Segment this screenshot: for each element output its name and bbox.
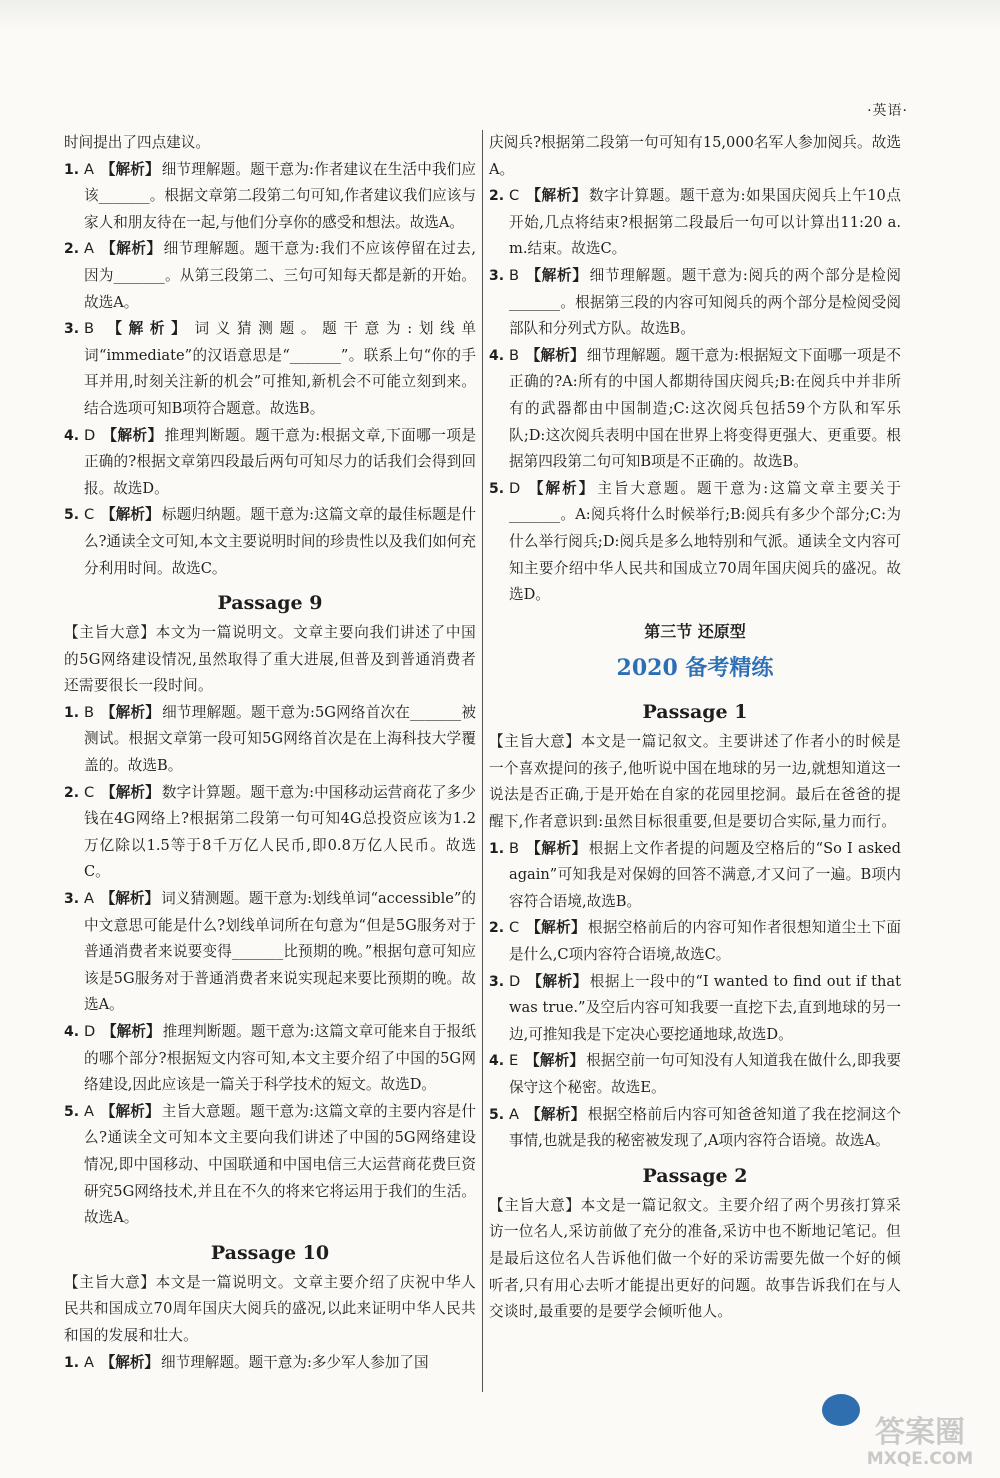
analysis-text: 推理判断题。题干意为:根据文章,下面哪一项是正确的?根据文章第四段最后两句可知尽力的话我们会得到回报。故选D。	[84, 426, 476, 497]
passage-8-answers	[64, 157, 476, 583]
watermark-logo	[850, 1404, 990, 1470]
analysis-text: 细节理解题。题干意为:5G网络首次在_______被测试。根据文章第一段可知5G网络首次是在上海科技大学覆盖的。故选B。	[84, 703, 476, 775]
item-number: 4.	[489, 1053, 505, 1070]
column-divider	[482, 130, 483, 1392]
answer-item	[489, 183, 901, 263]
analysis-tag: 【解析】	[527, 972, 588, 990]
passage-title: Passage 1	[642, 701, 748, 724]
answer-item	[64, 1350, 476, 1377]
analysis-text: 数字计算题。题干意为:如果国庆阅兵上午10点开始,几点将结束?根据第二段最后一句可以计算出11:20 a. m.结束。故选C。	[509, 187, 901, 258]
analysis-tag: 【解析】	[526, 839, 587, 857]
top-shadow-band	[0, 0, 1000, 30]
item-number: 4.	[64, 1024, 80, 1040]
passage-summary: 【主旨大意】本文是一篇记叙文。主要介绍了两个男孩打算采访一位名人,采访前做了充分的准备,采访中也不断地记笔记。但是最后这位名人告诉他们做一个好的采访需要先做一个好的倾听者,只有用心去听才能提出更好的问题。故事告诉我们在与人交谈时,最重要的是要学会倾听他人。	[489, 1196, 902, 1321]
analysis-tag: 【解析】	[100, 1353, 160, 1371]
analysis-text: 细节理解题。题干意为:作者建议在生活中我们应该_______。根据文章第二段第二句可知,作者建议我们应该与家人和朋友待在一起,与他们分享你的感受和想法。故选A。	[84, 160, 476, 231]
passage-summary: 【主旨大意】本文为一篇说明文。文章主要向我们讲述了中国的5G网络建设情况,虽然取得了重大进展,但普及到普通消费者还需要很长一段时间。	[64, 624, 476, 695]
answer-item	[64, 316, 476, 422]
answer-item	[64, 236, 476, 316]
analysis-text: 数字计算题。题干意为:中国移动运营商花了多少钱在4G网络上?根据第二段第一句可知4G总投资应该为1.2万亿除以1.5等于8千万亿人民币,即0.8万亿人民币。故选C。	[84, 783, 477, 881]
passage-title: Passage 10	[210, 1241, 330, 1264]
continued-text: 庆阅兵?根据第二段第一句可知有15,000名军人参加阅兵。故选A。	[489, 134, 901, 178]
item-number: 1.	[64, 704, 80, 721]
right-column	[489, 130, 901, 1326]
analysis-tag: 【解析】	[100, 506, 160, 524]
answer-letter: C	[84, 783, 95, 801]
analysis-text: 根据空格前后内容可知爸爸知道了我在挖洞这个事情,也就是我的秘密被发现了,A项内容符合语境。故选A。	[509, 1105, 901, 1150]
analysis-text: 细节理解题。题干意为:根据短文下面哪一项是不正确的?A:所有的中国人都期待国庆阅兵;B:在阅兵中并非所有的武器都由中国制造;C:这次阅兵包括59个方队和军乐队;D:这次阅兵表明中国在世界上将变得更强大、更重要。根据第四段第二句可知B项是不正确的。故选B。	[509, 346, 901, 471]
answer-item	[64, 700, 476, 780]
passage-10-answers-cont	[489, 183, 901, 609]
item-number: 2.	[489, 188, 505, 205]
item-number: 3.	[489, 267, 505, 284]
analysis-tag: 【解析】	[526, 187, 588, 205]
analysis-tag: 【解析】	[525, 1105, 586, 1123]
item-number: 3.	[64, 891, 80, 908]
analysis-text: 根据上一段中的“I wanted to find out if that was true.”及空后内容可知我要一直挖下去,直到地球的另一边,可推知我是下定决心要挖通地球,故选D。	[509, 972, 901, 1043]
passage-title: Passage 9	[217, 592, 323, 615]
analysis-tag: 【解析】	[528, 479, 596, 497]
answer-item	[489, 1102, 901, 1155]
analysis-tag: 【解析】	[101, 240, 162, 258]
analysis-text: 词义猜测题。题干意为:划线单词“accessible”的中文意思可能是什么?划线单词所在句意为“但是5G服务对于普通消费者来说要变得_______比预期的晚。”根据句意可知应该是5G服务对于普通消费者来说实现起来要比预期的晚。故选A。	[84, 890, 476, 1014]
watermark-line2: MXQE.COM	[866, 1449, 974, 1469]
analysis-text: 细节理解题。题干意为:阅兵的两个部分是检阅_______。根据第三段的内容可知阅兵的两个部分是检阅受阅部队和分列式方队。故选B。	[509, 266, 901, 338]
answer-letter: C	[84, 506, 95, 524]
answer-letter: D	[509, 479, 521, 497]
analysis-tag: 【解析】	[100, 783, 160, 801]
watermark-line1: 答案圈	[875, 1415, 965, 1450]
intro-line: 时间提出了四点建议。	[64, 134, 210, 151]
answer-item	[489, 263, 901, 343]
answer-letter: D	[84, 1023, 96, 1040]
answer-item	[64, 780, 476, 886]
analysis-tag: 【解析】	[102, 426, 163, 444]
analysis-text: 词义猜测题。题干意为:划线单词“immediate”的汉语意思是“_______”。联系上句“你的手耳并用,时刻关注新的机会”可推知,新机会不可能立刻到来。结合选项可知B项符合题意。故选B。	[84, 320, 476, 417]
item-number: 3.	[489, 973, 505, 990]
answer-letter: B	[509, 266, 520, 284]
answer-letter: A	[84, 160, 94, 178]
analysis-tag: 【解析】	[100, 890, 160, 908]
answer-item	[489, 836, 901, 916]
analysis-tag: 【解析】	[100, 703, 161, 721]
section-banner: 2020 备考精练	[616, 655, 774, 682]
answer-item	[64, 502, 476, 582]
subject-label: ·英语·	[867, 103, 908, 119]
analysis-text: 根据空格前后的内容可知作者很想知道尘土下面是什么,C项内容符合语境,故选C。	[509, 919, 901, 964]
analysis-tag: 【解析】	[101, 1023, 161, 1040]
section-title: 第三节 还原型	[644, 621, 746, 641]
analysis-text: 根据上文作者提的问题及空格后的“So I asked again”可知我是对保姆的回答不满意,才又问了一遍。B项内容符合语境,故选B。	[509, 839, 901, 910]
analysis-text: 推理判断题。题干意为:这篇文章可能来自于报纸的哪个部分?根据短文内容可知,本文主要介绍了中国的5G网络建设,因此应该是一篇关于科学技术的短文。故选D。	[84, 1023, 476, 1094]
analysis-text: 主旨大意题。题干意为:这篇文章的主要内容是什么?通读全文可知本文主要向我们讲述了中国的5G网络建设情况,即中国移动、中国联通和中国电信三大运营商花费巨资研究5G网络技术,并且在不久的将来它将运用于我们的生活。故选A。	[84, 1102, 476, 1227]
item-number: 2.	[64, 241, 80, 258]
analysis-text: 根据空前一句可知没有人知道我在做什么,即我要保守这个秘密。故选E。	[509, 1052, 901, 1096]
analysis-tag: 【解析】	[526, 266, 588, 284]
passage-1-answers	[489, 836, 901, 1155]
item-number: 5.	[64, 507, 80, 524]
answer-letter: C	[509, 919, 520, 937]
analysis-tag: 【解析】	[526, 919, 586, 937]
answer-item	[489, 915, 901, 968]
analysis-text: 标题归纳题。题干意为:这篇文章的最佳标题是什么?通读全文可知,本文主要说明时间的珍贵性以及我们如何充分利用时间。故选C。	[84, 506, 477, 577]
answer-letter: B	[84, 320, 95, 338]
answer-item	[64, 1019, 476, 1099]
answer-item	[489, 969, 901, 1049]
analysis-tag: 【解析】	[100, 1102, 160, 1120]
item-number: 5.	[489, 1106, 505, 1123]
item-number: 1.	[64, 161, 80, 178]
item-number: 5.	[64, 1103, 80, 1120]
item-number: 2.	[489, 920, 505, 937]
answer-letter: A	[84, 1353, 94, 1371]
answer-item	[64, 886, 476, 1019]
answer-letter: A	[84, 1102, 94, 1120]
answer-item	[489, 476, 901, 609]
passage-title: Passage 2	[642, 1164, 748, 1187]
answer-letter: A	[509, 1105, 519, 1123]
answer-letter: D	[84, 426, 96, 444]
answer-letter: A	[84, 240, 94, 258]
analysis-tag: 【解析】	[100, 160, 160, 178]
analysis-text: 主旨大意题。题干意为:这篇文章主要关于_______。A:阅兵将什么时候举行;B:阅兵有多少个部分;C:为什么举行阅兵;D:阅兵是多么地特别和气派。通读全文内容可知主要介绍中华人民共和国成立70周年国庆阅兵的盛况。故选D。	[509, 479, 902, 604]
passage-summary: 【主旨大意】本文是一篇记叙文。主要讲述了作者小的时候是一个喜欢提问的孩子,他听说中国在地球的另一边,就想知道这一说法是否正确,于是开始在自家的花园里挖洞。最后在爸爸的提醒下,作者意识到:虽然目标很重要,但是要切合实际,量力而行。	[489, 733, 902, 831]
item-number: 2.	[64, 784, 80, 801]
answer-item	[64, 1099, 476, 1232]
passage-10-answers	[64, 1350, 476, 1377]
answer-letter: B	[84, 703, 95, 721]
passage-9-answers	[64, 700, 476, 1232]
analysis-text: 细节理解题。题干意为:多少军人参加了国	[161, 1353, 429, 1371]
passage-summary: 【主旨大意】本文是一篇说明文。文章主要介绍了庆祝中华人民共和国成立70周年国庆大阅兵的盛况,以此来证明中华人民共和国的发展和壮大。	[64, 1273, 476, 1344]
item-number: 4.	[489, 347, 505, 364]
answer-item	[489, 343, 901, 476]
analysis-text: 细节理解题。题干意为:我们不应该停留在过去,因为_______。从第三段第二、三句可知每天都是新的开始。故选A。	[84, 240, 476, 311]
answer-item	[64, 423, 476, 503]
answer-letter: A	[84, 890, 94, 908]
item-number: 1.	[64, 1354, 80, 1371]
item-number: 5.	[489, 480, 505, 497]
item-number: 3.	[64, 321, 80, 338]
answer-letter: B	[509, 839, 520, 857]
answer-letter: C	[509, 187, 520, 205]
analysis-tag: 【解析】	[107, 320, 193, 338]
analysis-tag: 【解析】	[525, 346, 585, 364]
item-number: 1.	[489, 840, 505, 857]
answer-letter: B	[509, 346, 520, 364]
analysis-tag: 【解析】	[525, 1052, 585, 1070]
item-number: 4.	[64, 427, 80, 444]
answer-item	[64, 157, 476, 237]
left-column	[64, 130, 476, 1376]
answer-letter: E	[509, 1052, 519, 1070]
answer-letter: D	[509, 972, 521, 990]
answer-item	[489, 1048, 901, 1101]
